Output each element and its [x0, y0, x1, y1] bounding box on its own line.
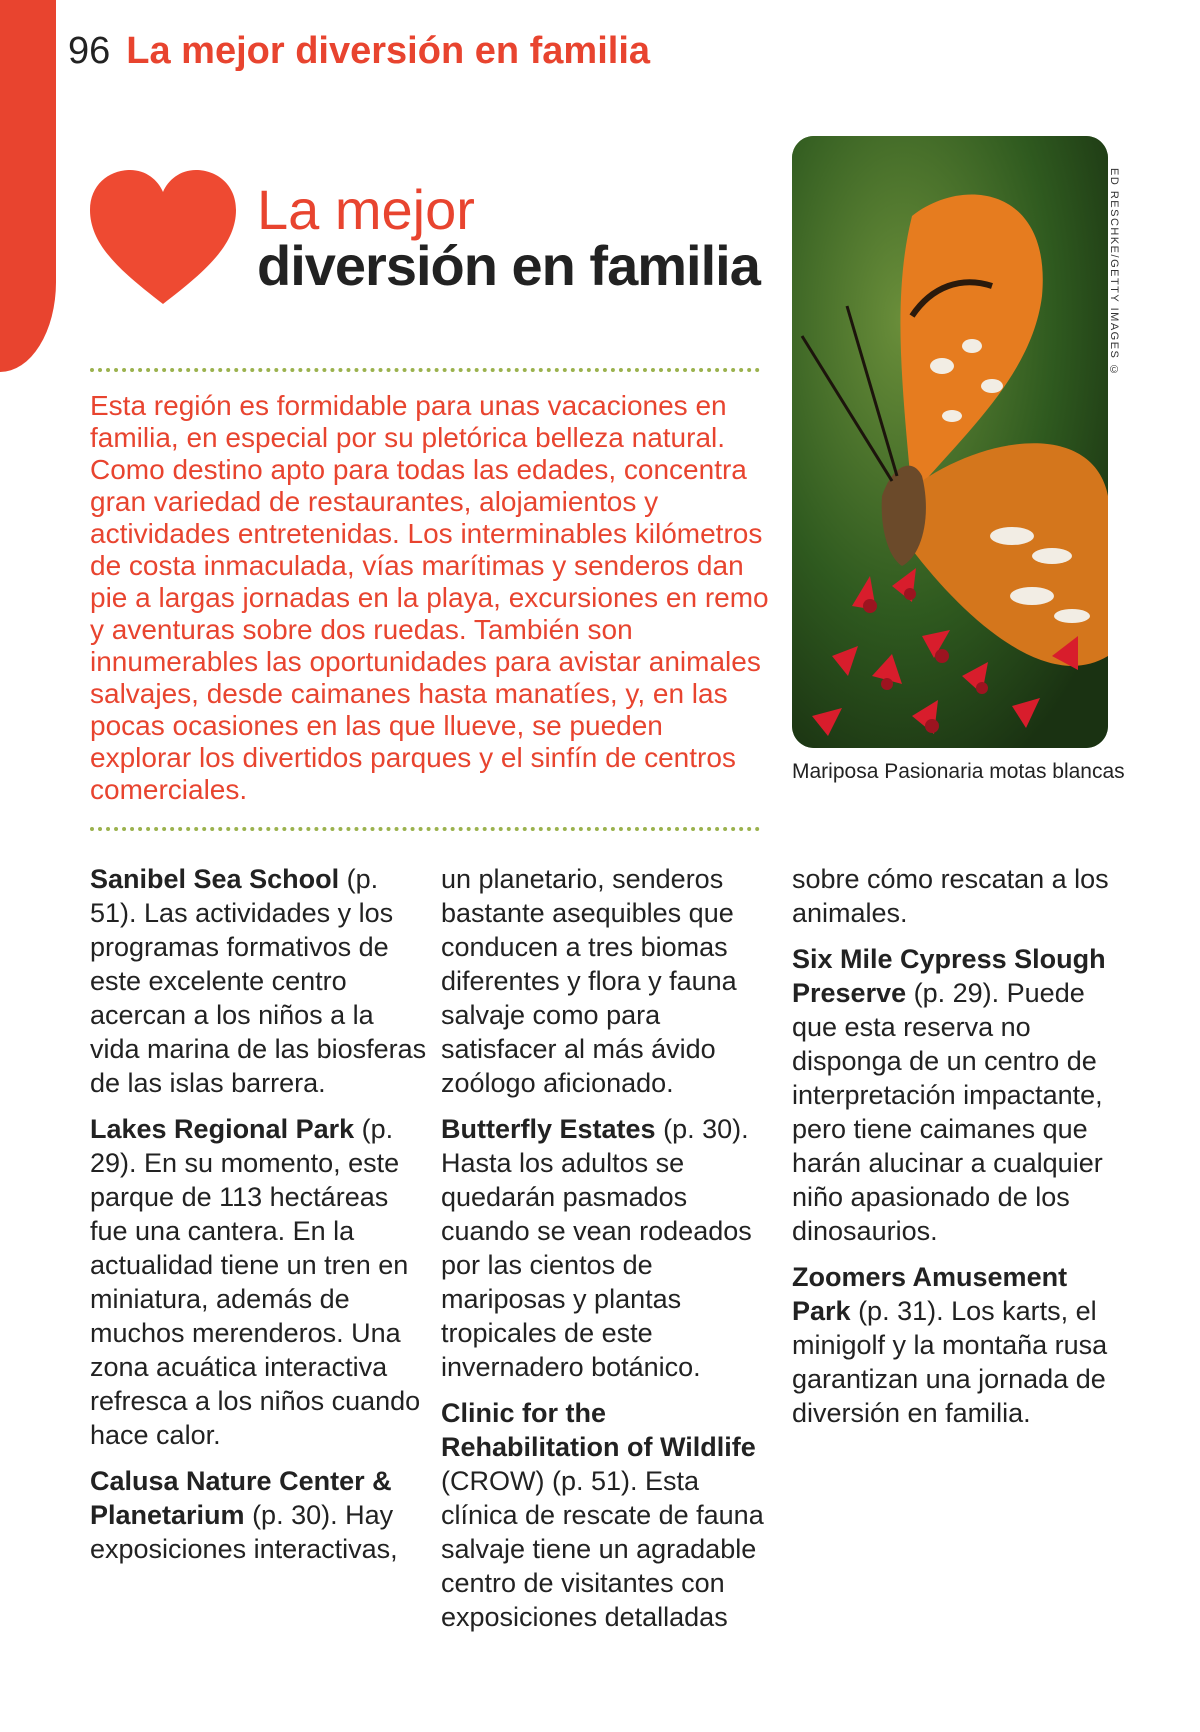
butterfly-illustration: [792, 136, 1108, 748]
intro-paragraph: Esta región es formidable para unas vacaciones en familia, en especial por su pletórica belleza natural. Como destino apto para todas las edades, concentra gran variedad de restaurantes, alojamientos y actividades entretenidas. Los interminables kilómetros de costa inmaculada, vías marítimas y senderos dan pie a largas jornadas en la playa, excursiones en remo y aventuras sobre dos ruedas. También son innumerables las oportunidades para avistar animales salvajes, desde caimanes hasta manatíes, y, en las pocas ocasiones en las que llueve, se pueden explorar los divertidos parques y el sinfín de centros comerciales.: [90, 390, 769, 805]
entry-calusa-nature-center: [90, 1464, 430, 1566]
entry-name: Butterfly Estates: [441, 1114, 656, 1144]
entry-sanibel-sea-school: [90, 862, 430, 1100]
page-header: [68, 30, 650, 73]
photo-credit: ED RESCHKE/GETTY IMAGES ©: [1108, 168, 1120, 378]
entry-text: un planetario, senderos bastante asequibles que conducen a tres biomas diferentes y flora y fauna salvaje como para satisfacer al más ávido zoólogo aficionado.: [441, 864, 737, 1098]
entry-text: Hasta los adultos se quedarán pasmados cuando se vean rodeados por las cientos de mariposas y plantas tropicales de este invernadero botánico.: [441, 1148, 752, 1382]
section-title-line1: La mejor: [257, 178, 475, 241]
entry-ref: (p. 51).: [90, 864, 379, 928]
entry-name: Sanibel Sea School: [90, 864, 340, 894]
photo-caption: Mariposa Pasionaria motas blancas: [792, 760, 1125, 783]
entry-butterfly-estates: [441, 1112, 781, 1384]
dotted-divider-bottom: [90, 827, 760, 831]
entry-crow-continued: [792, 862, 1132, 930]
text-column-2: [441, 862, 781, 1646]
heart-icon: [88, 168, 238, 308]
entry-text: Los karts, el minigolf y la montaña rusa garantizan una jornada de diversión en familia.: [792, 1296, 1108, 1428]
entry-zoomers: [792, 1260, 1132, 1430]
entry-text: sobre cómo rescatan a los animales.: [792, 864, 1109, 928]
text-column-3: [792, 862, 1132, 1442]
entry-ref: (p. 30).: [244, 1500, 338, 1530]
entry-text: Puede que esta reserva no disponga de un centro de interpretación impactante, pero tiene caimanes que harán alucinar a cualquier niño apasionado de los dinosaurios.: [792, 978, 1103, 1246]
butterfly-photo: [792, 136, 1108, 748]
text-column-1: [90, 862, 430, 1578]
entry-lakes-regional-park: [90, 1112, 430, 1452]
entry-name: Clinic for the Rehabilitation of Wildlife: [441, 1398, 756, 1462]
entry-text: Esta clínica de rescate de fauna salvaje tiene un agradable centro de visitantes con exposiciones detalladas: [441, 1466, 764, 1632]
running-title: La mejor diversión en familia: [126, 30, 651, 72]
dotted-divider-top: [90, 368, 760, 372]
entry-name: Calusa Nature Center & Planetarium: [90, 1466, 392, 1530]
page-number: 96: [68, 30, 111, 72]
entry-ref: (p. 29).: [906, 978, 1000, 1008]
entry-crow-clinic: [441, 1396, 781, 1634]
entry-name: Zoomers Amusement Park: [792, 1262, 1068, 1326]
section-title-line2: diversión en familia: [257, 234, 760, 297]
entry-ref: (p. 31).: [850, 1296, 944, 1326]
red-side-tab: [0, 0, 56, 372]
entry-ref: (p. 30).: [655, 1114, 749, 1144]
entry-ref: (p. 29).: [90, 1114, 394, 1178]
entry-ref: (CROW) (p. 51).: [441, 1466, 638, 1496]
entry-name: Six Mile Cypress Slough Preserve: [792, 944, 1106, 1008]
entry-name: Lakes Regional Park: [90, 1114, 355, 1144]
entry-six-mile-cypress: [792, 942, 1132, 1248]
entry-calusa-continued: [441, 862, 781, 1100]
entry-text: Las actividades y los programas formativos de este excelente centro acercan a los niños a la vida marina de las biosferas de las islas barrera.: [90, 898, 427, 1098]
entry-text: Hay exposiciones interactivas,: [90, 1500, 398, 1564]
entry-text: En su momento, este parque de 113 hectáreas fue una cantera. En la actualidad tiene un tren en miniatura, además de muchos merenderos. Una zona acuática interactiva refresca a los niños cuando hace calor.: [90, 1148, 421, 1450]
